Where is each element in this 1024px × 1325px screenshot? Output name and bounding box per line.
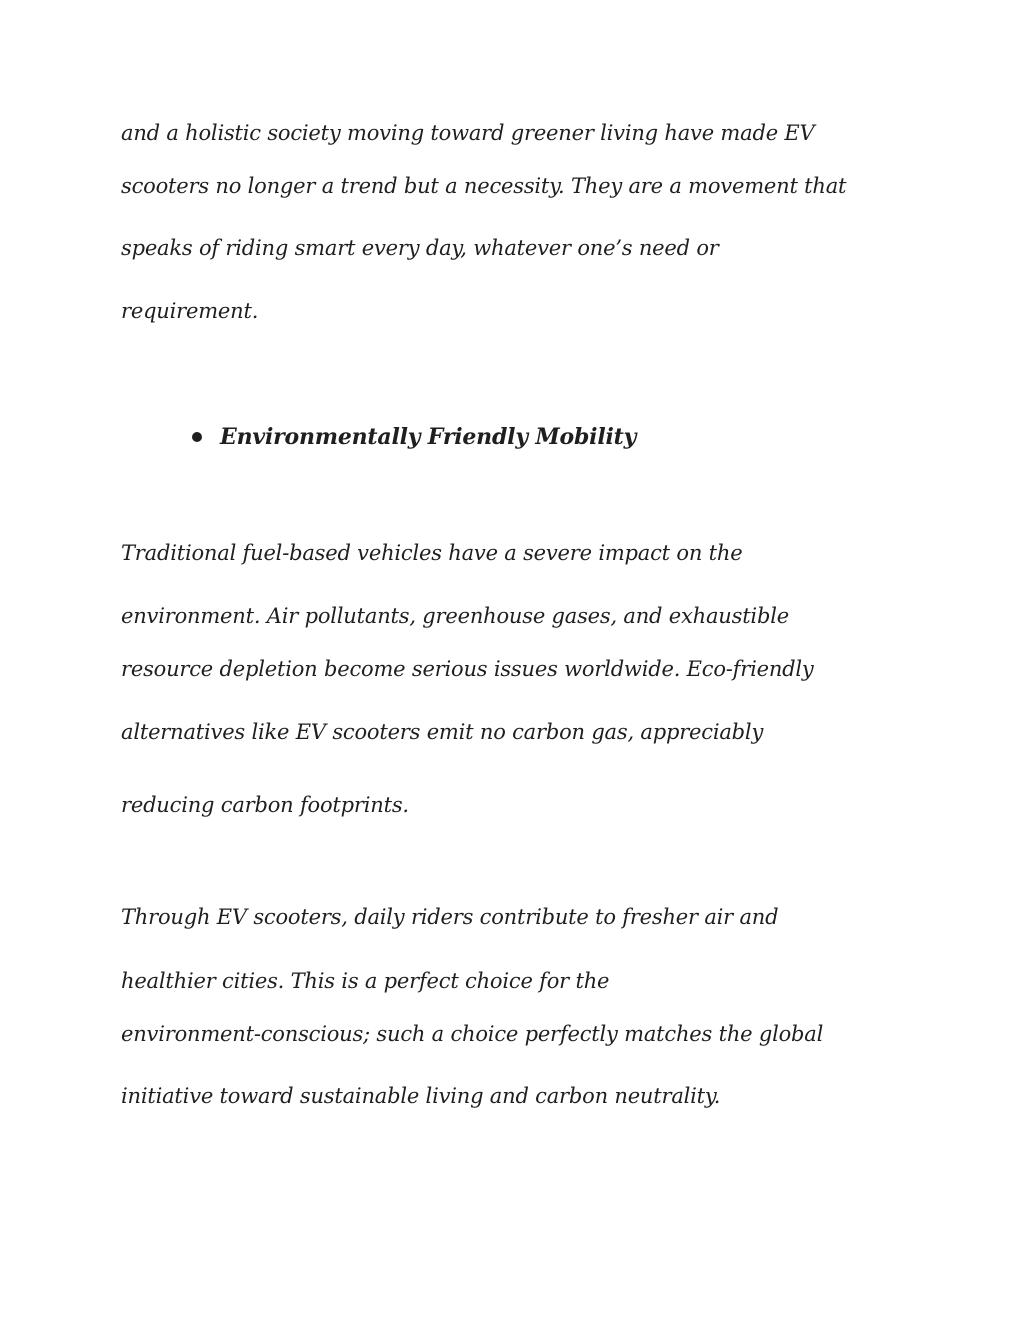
- paragraph-2-line-2: environment. Air pollutants, greenhouse gases, and exhaustible: [121, 604, 789, 628]
- paragraph-3-line-3: environment-conscious; such a choice perfectly matches the global: [121, 1022, 824, 1046]
- paragraph-3-line-4: initiative toward sustainable living and carbon neutrality.: [121, 1084, 721, 1108]
- paragraph-2-line-3: resource depletion become serious issues worldwide. Eco-friendly: [121, 657, 814, 681]
- paragraph-3-line-1: Through EV scooters, daily riders contribute to fresher air and: [121, 905, 779, 929]
- paragraph-1-line-2: scooters no longer a trend but a necessity. They are a movement that: [121, 174, 847, 198]
- paragraph-1-line-3: speaks of riding smart every day, whatever one’s need or: [121, 236, 719, 260]
- paragraph-1-line-1: and a holistic society moving toward greener living have made EV: [121, 121, 815, 145]
- paragraph-2-line-1: Traditional fuel-based vehicles have a severe impact on the: [121, 541, 743, 565]
- paragraph-1-line-4: requirement.: [121, 299, 259, 323]
- section-heading: Environmentally Friendly Mobility: [220, 424, 637, 450]
- paragraph-2-line-4: alternatives like EV scooters emit no carbon gas, appreciably: [121, 720, 764, 744]
- paragraph-3-line-2: healthier cities. This is a perfect choice for the: [121, 969, 610, 993]
- paragraph-2-line-5: reducing carbon footprints.: [121, 793, 409, 817]
- bullet-icon: [192, 432, 202, 442]
